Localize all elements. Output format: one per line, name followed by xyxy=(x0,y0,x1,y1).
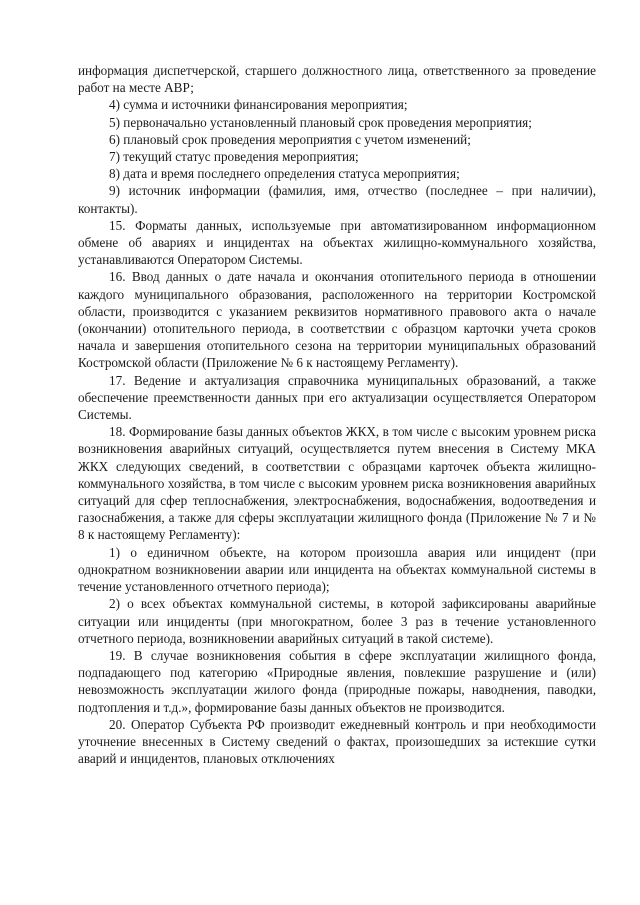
paragraph: 18. Формирование базы данных объектов ЖКХ, в том числе с высоким уровнем риска возникновения аварийных ситуаций, осуществляется путем внесения в Систему МКА ЖКХ следующих сведений, в соответствии с образцами карточек объекта жилищно-коммунального хозяйства, в том числе с высоким уровнем риска возникновения аварийных ситуаций для сфер теплоснабжения, электроснабжения, водоснабжения, водоотведения и газоснабжения, а также для сферы эксплуатации жилищного фонда (Приложение № 7 и № 8 к настоящему Регламенту): xyxy=(78,424,596,543)
paragraph: 2) о всех объектах коммунальной системы, в которой зафиксированы аварийные ситуации или инциденты (при многократном, более 3 раз в течение установленного отчетного периода, возникновении аварийных ситуаций в такой системе). xyxy=(78,596,596,646)
paragraph: 6) плановый срок проведения мероприятия с учетом изменений; xyxy=(109,131,471,147)
paragraph: 8) дата и время последнего определения статуса мероприятия; xyxy=(109,166,460,182)
paragraph: 16. Ввод данных о дате начала и окончания отопительного периода в отношении каждого муниципального образования, расположенного на территории Костромской области, производится с указанием реквизитов нормативного правового акта о начале (окончании) отопительного периода, в соответствии с образцом карточки учета сроков начала и завершения отопительного сезона на территории муниципальных образований Костромской области (Приложение № 6 к настоящему Регламенту). xyxy=(78,269,596,371)
paragraph: 1) о единичном объекте, на котором произошла авария или инцидент (при однократном возникновении аварии или инцидента на объектах коммунальной системы в течение установленного отчетного периода); xyxy=(78,544,596,595)
paragraph: 17. Ведение и актуализация справочника муниципальных образований, а также обеспечение преемственности данных при его актуализации осуществляется Оператором Системы. xyxy=(78,372,596,423)
paragraph: 15. Форматы данных, используемые при автоматизированном информационном обмене об авариях и инцидентах на объектах жилищно-коммунального хозяйства, устанавливаются Оператором Системы. xyxy=(78,217,596,268)
paragraph: 19. В случае возникновения события в сфере эксплуатации жилищного фонда, подпадающего под категорию «Природные явления, повлекшие разрушение и (или) невозможность эксплуатации жилого фонда (природные пожары, наводнения, паводки, подтопления и т.д.», формирование базы данных объектов не производится. xyxy=(78,647,596,715)
paragraph: 5) первоначально установленный плановый срок проведения мероприятия; xyxy=(109,114,532,130)
paragraph: информация диспетчерской, старшего должностного лица, ответственного за проведение работ на месте АВР; xyxy=(78,63,596,96)
paragraph: 9) источник информации (фамилия, имя, отчество (последнее – при наличии), контакты). xyxy=(78,183,596,216)
paragraph: 4) сумма и источники финансирования мероприятия; xyxy=(109,97,408,113)
paragraph: 20. Оператор Субъекта РФ производит ежедневный контроль и при необходимости уточнение внесенных в Систему сведений о фактах, произошедших за истекшие сутки аварий и инцидентов, плановых отключениях xyxy=(78,716,596,767)
paragraph: 7) текущий статус проведения мероприятия; xyxy=(109,149,359,165)
document-body xyxy=(78,62,596,767)
